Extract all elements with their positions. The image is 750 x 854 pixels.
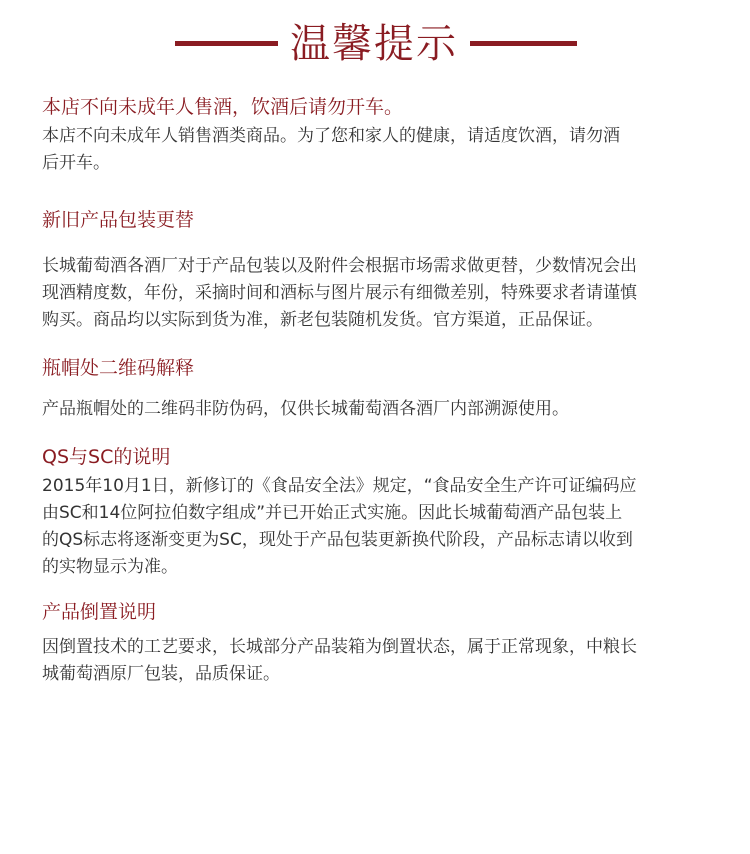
body-line: 城葡萄酒原厂包装，品质保证。: [42, 664, 280, 684]
section-title: 瓶帽处二维码解释: [42, 357, 195, 379]
section-body: [42, 473, 714, 581]
body-line: 后开车。: [42, 153, 110, 173]
section-qs-sc: [42, 443, 714, 581]
body-line: 产品瓶帽处的二维码非防伪码，仅供长城葡萄酒各酒厂内部溯源使用。: [42, 399, 569, 419]
section-body: [42, 123, 714, 177]
section-body: [42, 634, 714, 688]
body-line: 的实物显示为准。: [42, 557, 178, 577]
title-rule-right: [470, 41, 577, 46]
section-inverted-packing: [42, 598, 714, 688]
body-line: 2015年10月1日，新修订的《食品安全法》规定，“食品安全生产许可证编码应: [42, 476, 637, 496]
section-age-notice: [42, 93, 714, 177]
section-title: QS与SC的说明: [42, 446, 171, 468]
section-packaging: [42, 206, 714, 334]
title-rule-left: [175, 41, 278, 46]
body-line: 由SC和14位阿拉伯数字组成”并已开始正式实施。因此长城葡萄酒产品包装上: [42, 503, 623, 523]
section-title: 产品倒置说明: [42, 601, 157, 623]
body-line: 长城葡萄酒各酒厂对于产品包装以及附件会根据市场需求做更替，少数情况会出: [42, 256, 637, 276]
section-title: 本店不向未成年人售酒，饮酒后请勿开车。: [42, 96, 404, 118]
body-line: 本店不向未成年人销售酒类商品。为了您和家人的健康，请适度饮酒，请勿酒: [42, 126, 620, 146]
body-line: 现酒精度数，年份，采摘时间和酒标与图片展示有细微差别，特殊要求者请谨慎: [42, 283, 637, 303]
body-line: 购买。商品均以实际到货为准，新老包装随机发货。官方渠道，正品保证。: [42, 310, 603, 330]
body-line: 的QS标志将逐渐变更为SC，现处于产品包装更新换代阶段，产品标志请以收到: [42, 530, 633, 550]
section-body: [42, 396, 714, 423]
section-title: 新旧产品包装更替: [42, 209, 195, 231]
section-qr-code: [42, 354, 714, 423]
section-body: [42, 253, 714, 334]
header: [0, 14, 750, 78]
page-title: 温馨提示: [290, 21, 458, 67]
body-line: 因倒置技术的工艺要求，长城部分产品装箱为倒置状态，属于正常现象，中粮长: [42, 637, 637, 657]
